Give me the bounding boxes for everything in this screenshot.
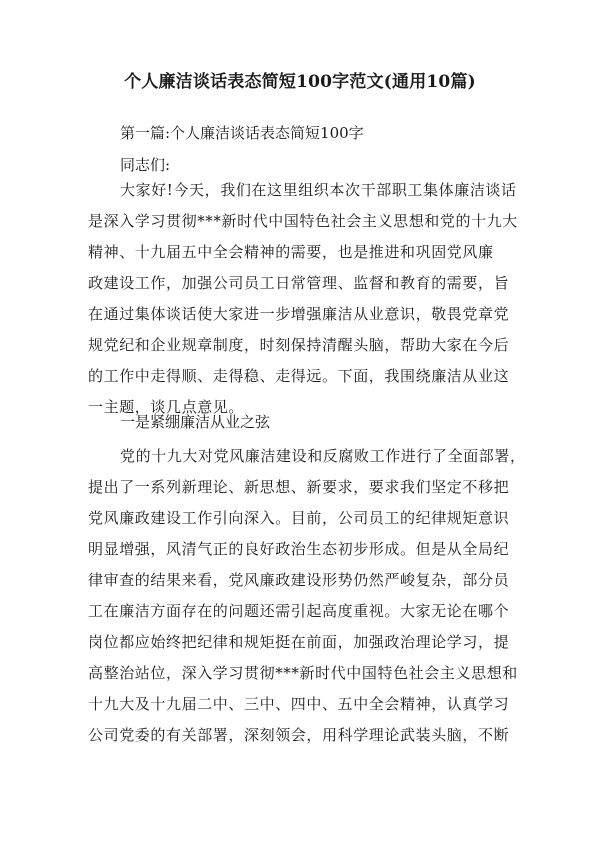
paragraph-line: 是深入学习贯彻***新时代中国特色社会主义思想和党的十九大 <box>88 212 518 230</box>
paragraph-line: 在通过集体谈话使大家进一步增强廉洁从业意识，敬畏党章党 <box>88 305 510 323</box>
paragraph-section-one <box>88 441 528 751</box>
paragraph-line: 公司党委的有关部署，深刻领会，用科学理论武装头脑，不断 <box>88 726 510 744</box>
paragraph-line: 规党纪和企业规章制度，时刻保持清醒头脑，帮助大家在今后 <box>88 336 510 354</box>
paragraph-line: 党的十九大对党风廉洁建设和反腐败工作进行了全面部署， <box>120 447 526 465</box>
paragraph-line: 一主题，谈几点意见。 <box>88 398 245 416</box>
paragraph-line: 律审查的结果来看，党风廉政建设形势仍然严峻复杂，部分员 <box>88 571 510 589</box>
paragraph-line: 岗位都应始终把纪律和规矩挺在前面，加强政治理论学习，提 <box>88 633 510 651</box>
paragraph-line: 高整治站位，深入学习贯彻***新时代中国特色社会主义思想和 <box>88 664 518 682</box>
paragraph-opening <box>88 175 528 423</box>
salutation: 同志们: <box>120 156 171 174</box>
paragraph-line: 大家好!今天，我们在这里组织本次干部职工集体廉洁谈话 <box>120 181 517 199</box>
paragraph-line: 党风廉政建设工作引向深入。目前，公司员工的纪律规矩意识 <box>88 509 510 527</box>
paragraph-line: 的工作中走得顺、走得稳、走得远。下面，我围绕廉洁从业这 <box>88 367 510 385</box>
paragraph-line: 政建设工作，加强公司员工日常管理、监督和教育的需要，旨 <box>88 274 510 292</box>
paragraph-line: 明显增强，风清气正的良好政治生态初步形成。但是从全局纪 <box>88 540 510 558</box>
paragraph-line: 十九大及十九届二中、三中、四中、五中全会精神，认真学习 <box>88 695 510 713</box>
section-subtitle: 第一篇:个人廉洁谈话表态简短100字 <box>120 124 364 142</box>
paragraph-line: 精神、十九届五中全会精神的需要，也是推进和巩固党风廉 <box>88 243 494 261</box>
document-title: 个人廉洁谈话表态简短100字范文(通用10篇) <box>124 72 476 92</box>
section-heading: 一是紧绷廉洁从业之弦 <box>120 413 271 431</box>
paragraph-line: 工在廉洁方面存在的问题还需引起高度重视。大家无论在哪个 <box>88 602 510 620</box>
paragraph-line: 提出了一系列新理论、新思想、新要求，要求我们坚定不移把 <box>88 478 510 496</box>
